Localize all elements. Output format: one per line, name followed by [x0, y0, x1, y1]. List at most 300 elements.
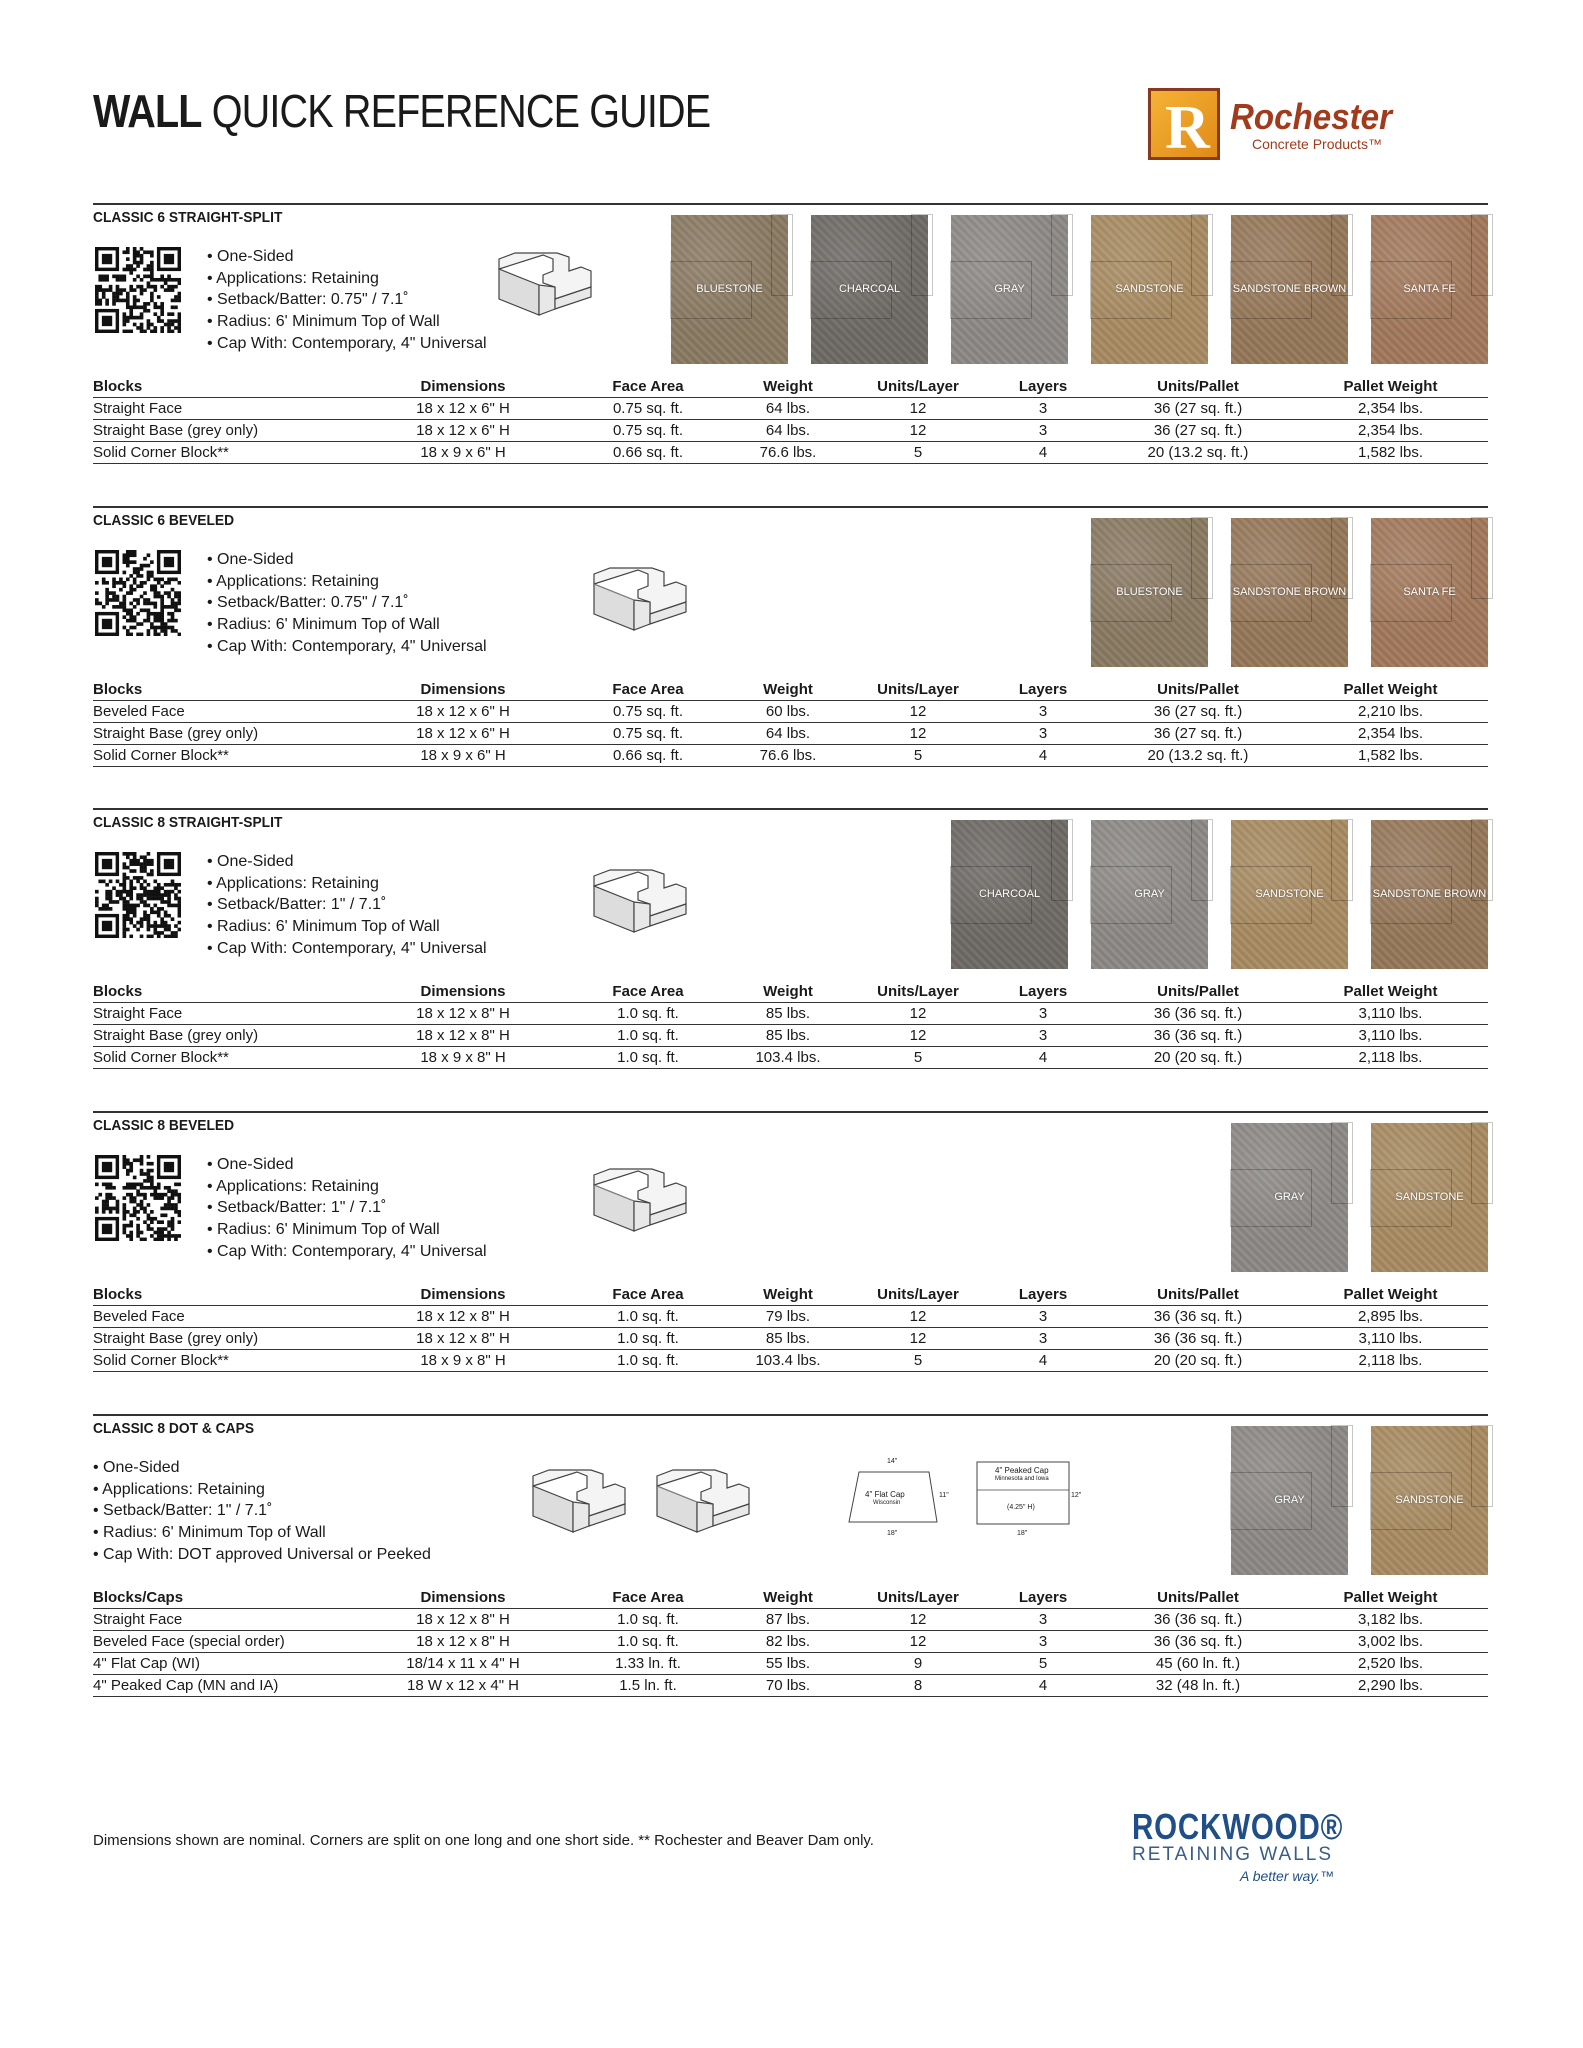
block-illustration-icon: [590, 858, 690, 949]
table-row: [93, 723, 1488, 745]
column-header: Pallet Weight: [1293, 376, 1488, 398]
feature-item: • Setback/Batter: 1" / 7.1˚: [207, 894, 487, 916]
feature-item: • Cap With: Contemporary, 4" Universal: [207, 636, 487, 658]
color-swatch[interactable]: [1091, 820, 1208, 969]
feature-item: • One-Sided: [93, 1457, 431, 1479]
table-cell: 20 (20 sq. ft.): [1103, 1350, 1293, 1372]
feature-item: • Radius: 6' Minimum Top of Wall: [207, 311, 487, 333]
table-cell: Straight Base (grey only): [93, 723, 353, 745]
section-title: CLASSIC 6 STRAIGHT-SPLIT: [93, 209, 283, 226]
feature-item: • Cap With: Contemporary, 4" Universal: [207, 333, 487, 355]
flat-cap-diagram: [841, 1454, 951, 1549]
table-cell: 3,110 lbs.: [1293, 1025, 1488, 1047]
table-cell: 2,520 lbs.: [1293, 1653, 1488, 1675]
table-cell: 4: [983, 1047, 1103, 1069]
table-cell: 45 (60 ln. ft.): [1103, 1653, 1293, 1675]
color-swatch[interactable]: [1091, 215, 1208, 364]
table-cell: 3: [983, 1631, 1103, 1653]
color-swatch[interactable]: [1371, 1123, 1488, 1272]
peaked-cap-height: (4.25" H): [1007, 1504, 1035, 1511]
color-swatch[interactable]: [1371, 518, 1488, 667]
column-header: Pallet Weight: [1293, 679, 1488, 701]
table-cell: 3: [983, 1609, 1103, 1631]
rockwood-tagline: A better way.™: [1240, 1868, 1335, 1884]
title-bold: WALL: [93, 85, 202, 137]
column-header: Units/Layer: [853, 1587, 983, 1609]
column-header: Units/Pallet: [1103, 679, 1293, 701]
table-cell: 5: [853, 745, 983, 767]
table-cell: 18 x 9 x 6" H: [353, 442, 573, 464]
feature-item: • Setback/Batter: 1" / 7.1˚: [93, 1500, 431, 1522]
table-cell: 103.4 lbs.: [723, 1350, 853, 1372]
table-cell: 0.75 sq. ft.: [573, 701, 723, 723]
table-cell: 2,118 lbs.: [1293, 1047, 1488, 1069]
column-header: Weight: [723, 376, 853, 398]
table-cell: 18 W x 12 x 4" H: [353, 1675, 573, 1697]
table-cell: 0.75 sq. ft.: [573, 398, 723, 420]
table-cell: 55 lbs.: [723, 1653, 853, 1675]
table-header-row: [93, 376, 1488, 398]
spec-table: [93, 1284, 1488, 1372]
table-cell: 2,354 lbs.: [1293, 420, 1488, 442]
table-cell: 1,582 lbs.: [1293, 442, 1488, 464]
swatch-label: GRAY: [1274, 1191, 1305, 1203]
table-cell: 36 (36 sq. ft.): [1103, 1025, 1293, 1047]
table-cell: 12: [853, 420, 983, 442]
table-cell: 5: [983, 1653, 1103, 1675]
table-cell: 36 (36 sq. ft.): [1103, 1306, 1293, 1328]
color-swatch[interactable]: [1231, 1426, 1348, 1575]
column-header: Blocks: [93, 376, 353, 398]
peaked-cap-label: 4" Peaked Cap: [995, 1466, 1049, 1475]
column-header: Blocks: [93, 981, 353, 1003]
qr-code-icon[interactable]: [95, 852, 181, 938]
table-cell: 0.66 sq. ft.: [573, 745, 723, 767]
table-cell: 1.0 sq. ft.: [573, 1047, 723, 1069]
table-cell: 36 (36 sq. ft.): [1103, 1609, 1293, 1631]
title-rest: QUICK REFERENCE GUIDE: [201, 85, 711, 137]
table-cell: 18 x 12 x 8" H: [353, 1003, 573, 1025]
table-cell: 3: [983, 701, 1103, 723]
feature-item: • Setback/Batter: 1" / 7.1˚: [207, 1197, 487, 1219]
table-cell: 2,354 lbs.: [1293, 723, 1488, 745]
column-header: Units/Layer: [853, 1284, 983, 1306]
table-row: [93, 1631, 1488, 1653]
qr-code-icon[interactable]: [95, 1155, 181, 1241]
table-cell: 1.0 sq. ft.: [573, 1025, 723, 1047]
table-cell: 4" Flat Cap (WI): [93, 1653, 353, 1675]
table-cell: 85 lbs.: [723, 1003, 853, 1025]
column-header: Dimensions: [353, 1587, 573, 1609]
rochester-logo: [1148, 88, 1408, 168]
table-cell: 36 (27 sq. ft.): [1103, 398, 1293, 420]
table-cell: 5: [853, 1047, 983, 1069]
feature-item: • Cap With: Contemporary, 4" Universal: [207, 938, 487, 960]
table-cell: 3,110 lbs.: [1293, 1328, 1488, 1350]
swatch-label: CHARCOAL: [978, 888, 1041, 900]
table-cell: 20 (13.2 sq. ft.): [1103, 745, 1293, 767]
table-cell: 8: [853, 1675, 983, 1697]
table-cell: 18 x 12 x 8" H: [353, 1631, 573, 1653]
table-cell: 1.0 sq. ft.: [573, 1631, 723, 1653]
logo-sub: Concrete Products™: [1252, 136, 1382, 152]
table-cell: 18 x 12 x 6" H: [353, 701, 573, 723]
table-cell: 0.66 sq. ft.: [573, 442, 723, 464]
column-header: Pallet Weight: [1293, 981, 1488, 1003]
column-header: Layers: [983, 1587, 1103, 1609]
table-cell: 4: [983, 1350, 1103, 1372]
peaked-cap-side-dim: 12": [1071, 1492, 1082, 1499]
table-cell: Straight Face: [93, 1609, 353, 1631]
block-illustration-icon: [529, 1458, 629, 1549]
color-swatch[interactable]: [1091, 518, 1208, 667]
color-swatch[interactable]: [951, 820, 1068, 969]
table-cell: 1.5 ln. ft.: [573, 1675, 723, 1697]
table-cell: 4: [983, 745, 1103, 767]
swatch-label: SANDSTONE BROWN: [1232, 283, 1347, 295]
table-cell: 4: [983, 1675, 1103, 1697]
column-header: Units/Pallet: [1103, 1587, 1293, 1609]
table-cell: 76.6 lbs.: [723, 745, 853, 767]
swatch-label: GRAY: [1274, 1494, 1305, 1506]
table-cell: 18 x 9 x 6" H: [353, 745, 573, 767]
feature-item: • Applications: Retaining: [207, 571, 487, 593]
table-row: [93, 420, 1488, 442]
table-cell: 36 (36 sq. ft.): [1103, 1631, 1293, 1653]
table-cell: 1.0 sq. ft.: [573, 1350, 723, 1372]
block-illustration-icon: [653, 1458, 753, 1549]
table-cell: 12: [853, 1025, 983, 1047]
block-illustration-icon: [495, 241, 595, 332]
table-cell: 2,354 lbs.: [1293, 398, 1488, 420]
table-cell: 2,895 lbs.: [1293, 1306, 1488, 1328]
feature-list: [207, 1154, 487, 1263]
table-cell: Solid Corner Block**: [93, 442, 353, 464]
table-cell: 1,582 lbs.: [1293, 745, 1488, 767]
swatch-label: SANDSTONE BROWN: [1372, 888, 1487, 900]
rockwood-sub: RETAINING WALLS: [1132, 1844, 1334, 1865]
table-cell: 18 x 9 x 8" H: [353, 1047, 573, 1069]
section-rule: [93, 1414, 1488, 1416]
table-cell: 3,110 lbs.: [1293, 1003, 1488, 1025]
table-cell: 3: [983, 420, 1103, 442]
table-row: [93, 1609, 1488, 1631]
table-cell: 32 (48 ln. ft.): [1103, 1675, 1293, 1697]
feature-item: • Setback/Batter: 0.75" / 7.1˚: [207, 592, 487, 614]
table-row: [93, 1675, 1488, 1697]
footnote: Dimensions shown are nominal. Corners are split on one long and one short side. ** Rochester and Beaver Dam only.: [93, 1832, 874, 1849]
table-cell: 9: [853, 1653, 983, 1675]
table-row: [93, 1047, 1488, 1069]
table-cell: 36 (27 sq. ft.): [1103, 701, 1293, 723]
feature-list: [93, 1457, 431, 1566]
section-title: CLASSIC 8 STRAIGHT-SPLIT: [93, 814, 283, 831]
table-header-row: [93, 1587, 1488, 1609]
table-row: [93, 701, 1488, 723]
table-cell: 3: [983, 1025, 1103, 1047]
table-cell: 18 x 12 x 6" H: [353, 420, 573, 442]
table-cell: 0.75 sq. ft.: [573, 420, 723, 442]
table-cell: 3,002 lbs.: [1293, 1631, 1488, 1653]
table-cell: 20 (20 sq. ft.): [1103, 1047, 1293, 1069]
table-cell: 12: [853, 1306, 983, 1328]
table-cell: 2,290 lbs.: [1293, 1675, 1488, 1697]
feature-item: • Applications: Retaining: [207, 268, 487, 290]
table-cell: 1.0 sq. ft.: [573, 1003, 723, 1025]
feature-item: • Cap With: DOT approved Universal or Peeked: [93, 1544, 431, 1566]
column-header: Weight: [723, 1587, 853, 1609]
table-cell: 3: [983, 1003, 1103, 1025]
column-header: Units/Pallet: [1103, 1284, 1293, 1306]
swatch-label: CHARCOAL: [838, 283, 901, 295]
section-title: CLASSIC 6 BEVELED: [93, 512, 235, 529]
table-cell: 36 (36 sq. ft.): [1103, 1003, 1293, 1025]
table-cell: Beveled Face: [93, 701, 353, 723]
peaked-cap-diagram: [969, 1454, 1082, 1549]
table-cell: 87 lbs.: [723, 1609, 853, 1631]
table-row: [93, 1003, 1488, 1025]
section-rule: [93, 1111, 1488, 1113]
block-illustration-icon: [590, 1157, 690, 1248]
column-header: Dimensions: [353, 981, 573, 1003]
swatch-label: GRAY: [1134, 888, 1165, 900]
table-cell: Straight Base (grey only): [93, 420, 353, 442]
feature-item: • Setback/Batter: 0.75" / 7.1˚: [207, 289, 487, 311]
table-cell: Straight Base (grey only): [93, 1328, 353, 1350]
feature-item: • One-Sided: [207, 851, 487, 873]
table-header-row: [93, 1284, 1488, 1306]
column-header: Weight: [723, 679, 853, 701]
feature-list: [207, 246, 487, 355]
column-header: Face Area: [573, 981, 723, 1003]
rockwood-logo: [1128, 1806, 1368, 1886]
table-cell: 82 lbs.: [723, 1631, 853, 1653]
table-cell: 36 (27 sq. ft.): [1103, 420, 1293, 442]
table-cell: 2,118 lbs.: [1293, 1350, 1488, 1372]
feature-item: • Radius: 6' Minimum Top of Wall: [207, 614, 487, 636]
color-swatch[interactable]: [1231, 1123, 1348, 1272]
table-cell: 36 (27 sq. ft.): [1103, 723, 1293, 745]
table-cell: Straight Face: [93, 398, 353, 420]
column-header: Units/Layer: [853, 981, 983, 1003]
table-cell: 12: [853, 1631, 983, 1653]
feature-item: • Radius: 6' Minimum Top of Wall: [93, 1522, 431, 1544]
rockwood-wordmark: ROCKWOOD®: [1132, 1806, 1344, 1847]
table-cell: 1.0 sq. ft.: [573, 1609, 723, 1631]
table-cell: 20 (13.2 sq. ft.): [1103, 442, 1293, 464]
color-swatch[interactable]: [1231, 820, 1348, 969]
feature-item: • One-Sided: [207, 246, 487, 268]
table-cell: 18 x 12 x 8" H: [353, 1025, 573, 1047]
table-cell: 64 lbs.: [723, 398, 853, 420]
swatch-label: BLUESTONE: [1116, 586, 1183, 598]
column-header: Blocks: [93, 679, 353, 701]
section-title: CLASSIC 8 DOT & CAPS: [93, 1420, 255, 1437]
table-cell: 85 lbs.: [723, 1328, 853, 1350]
table-cell: 12: [853, 1609, 983, 1631]
page-title: [93, 84, 710, 138]
table-cell: Beveled Face (special order): [93, 1631, 353, 1653]
table-cell: 0.75 sq. ft.: [573, 723, 723, 745]
table-cell: 5: [853, 442, 983, 464]
table-cell: 36 (36 sq. ft.): [1103, 1328, 1293, 1350]
column-header: Dimensions: [353, 376, 573, 398]
section-rule: [93, 506, 1488, 508]
table-cell: 64 lbs.: [723, 723, 853, 745]
table-cell: 18 x 9 x 8" H: [353, 1350, 573, 1372]
swatch-label: SANDSTONE: [1395, 1494, 1464, 1506]
color-swatch[interactable]: [1371, 820, 1488, 969]
table-cell: 1.33 ln. ft.: [573, 1653, 723, 1675]
table-cell: 70 lbs.: [723, 1675, 853, 1697]
color-swatch[interactable]: [811, 215, 928, 364]
section-rule: [93, 203, 1488, 205]
column-header: Face Area: [573, 679, 723, 701]
column-header: Dimensions: [353, 679, 573, 701]
table-row: [93, 745, 1488, 767]
flat-cap-side-dim: 11": [939, 1492, 949, 1499]
spec-table: [93, 376, 1488, 464]
column-header: Layers: [983, 376, 1103, 398]
column-header: Face Area: [573, 1284, 723, 1306]
table-cell: 12: [853, 723, 983, 745]
table-cell: 1.0 sq. ft.: [573, 1306, 723, 1328]
table-cell: 18 x 12 x 6" H: [353, 398, 573, 420]
table-row: [93, 1653, 1488, 1675]
logo-name: Rochester: [1230, 96, 1392, 137]
feature-item: • Cap With: Contemporary, 4" Universal: [207, 1241, 487, 1263]
table-cell: 18/14 x 11 x 4" H: [353, 1653, 573, 1675]
feature-item: • Applications: Retaining: [207, 873, 487, 895]
table-cell: 85 lbs.: [723, 1025, 853, 1047]
spec-table: [93, 981, 1488, 1069]
swatch-label: SANTA FE: [1403, 586, 1456, 598]
table-cell: 103.4 lbs.: [723, 1047, 853, 1069]
table-cell: 3: [983, 1306, 1103, 1328]
table-row: [93, 1306, 1488, 1328]
table-cell: 18 x 12 x 6" H: [353, 723, 573, 745]
color-swatch[interactable]: [1231, 518, 1348, 667]
table-cell: Solid Corner Block**: [93, 1350, 353, 1372]
column-header: Weight: [723, 1284, 853, 1306]
table-cell: Beveled Face: [93, 1306, 353, 1328]
feature-list: [207, 549, 487, 658]
swatch-label: SANDSTONE BROWN: [1232, 586, 1347, 598]
table-cell: 60 lbs.: [723, 701, 853, 723]
table-cell: Straight Base (grey only): [93, 1025, 353, 1047]
feature-item: • Applications: Retaining: [207, 1176, 487, 1198]
spec-table: [93, 679, 1488, 767]
table-cell: 1.0 sq. ft.: [573, 1328, 723, 1350]
table-cell: 3,182 lbs.: [1293, 1609, 1488, 1631]
column-header: Units/Layer: [853, 376, 983, 398]
table-cell: Solid Corner Block**: [93, 745, 353, 767]
column-header: Layers: [983, 1284, 1103, 1306]
feature-item: • One-Sided: [207, 549, 487, 571]
flat-cap-sub: Wisconsin: [873, 1500, 901, 1506]
column-header: Blocks: [93, 1284, 353, 1306]
column-header: Units/Pallet: [1103, 376, 1293, 398]
qr-code-icon[interactable]: [95, 247, 181, 333]
table-cell: 12: [853, 398, 983, 420]
table-cell: 5: [853, 1350, 983, 1372]
feature-item: • Applications: Retaining: [93, 1479, 431, 1501]
flat-cap-label: 4" Flat Cap: [865, 1490, 905, 1499]
column-header: Face Area: [573, 1587, 723, 1609]
table-cell: 4: [983, 442, 1103, 464]
swatch-label: SANDSTONE: [1255, 888, 1324, 900]
column-header: Pallet Weight: [1293, 1284, 1488, 1306]
color-swatch[interactable]: [1231, 215, 1348, 364]
table-cell: 3: [983, 723, 1103, 745]
column-header: Layers: [983, 981, 1103, 1003]
feature-item: • Radius: 6' Minimum Top of Wall: [207, 1219, 487, 1241]
table-cell: 18 x 12 x 8" H: [353, 1609, 573, 1631]
swatch-label: GRAY: [994, 283, 1025, 295]
column-header: Dimensions: [353, 1284, 573, 1306]
flat-cap-bottom-dim: 18": [887, 1530, 898, 1537]
spec-table: [93, 1587, 1488, 1697]
table-row: [93, 1328, 1488, 1350]
column-header: Blocks/Caps: [93, 1587, 353, 1609]
color-swatch[interactable]: [1371, 215, 1488, 364]
table-cell: 3: [983, 1328, 1103, 1350]
table-row: [93, 1350, 1488, 1372]
swatch-label: SANTA FE: [1403, 283, 1456, 295]
section-rule: [93, 808, 1488, 810]
peaked-cap-sub: Minnesota and Iowa: [995, 1476, 1049, 1482]
table-row: [93, 398, 1488, 420]
swatch-label: BLUESTONE: [696, 283, 763, 295]
table-cell: 18 x 12 x 8" H: [353, 1328, 573, 1350]
color-swatch[interactable]: [1371, 1426, 1488, 1575]
feature-list: [207, 851, 487, 960]
column-header: Weight: [723, 981, 853, 1003]
column-header: Face Area: [573, 376, 723, 398]
color-swatch[interactable]: [951, 215, 1068, 364]
table-cell: Straight Face: [93, 1003, 353, 1025]
column-header: Pallet Weight: [1293, 1587, 1488, 1609]
feature-item: • Radius: 6' Minimum Top of Wall: [207, 916, 487, 938]
swatch-label: SANDSTONE: [1115, 283, 1184, 295]
table-cell: 4" Peaked Cap (MN and IA): [93, 1675, 353, 1697]
logo-mark: [1148, 88, 1220, 160]
table-cell: 76.6 lbs.: [723, 442, 853, 464]
table-cell: Solid Corner Block**: [93, 1047, 353, 1069]
table-cell: 18 x 12 x 8" H: [353, 1306, 573, 1328]
peaked-cap-bottom-dim: 18": [1017, 1530, 1028, 1537]
table-cell: 64 lbs.: [723, 420, 853, 442]
table-cell: 12: [853, 701, 983, 723]
column-header: Units/Pallet: [1103, 981, 1293, 1003]
column-header: Units/Layer: [853, 679, 983, 701]
table-header-row: [93, 679, 1488, 701]
color-swatch[interactable]: [671, 215, 788, 364]
block-illustration-icon: [590, 556, 690, 647]
feature-item: • One-Sided: [207, 1154, 487, 1176]
table-cell: 12: [853, 1003, 983, 1025]
table-header-row: [93, 981, 1488, 1003]
section-title: CLASSIC 8 BEVELED: [93, 1117, 235, 1134]
flat-cap-top-dim: 14": [887, 1458, 898, 1465]
logo-mark-letter: R: [1165, 94, 1210, 162]
table-cell: 2,210 lbs.: [1293, 701, 1488, 723]
table-cell: 12: [853, 1328, 983, 1350]
table-cell: 3: [983, 398, 1103, 420]
table-cell: 79 lbs.: [723, 1306, 853, 1328]
qr-code-icon[interactable]: [95, 550, 181, 636]
table-row: [93, 442, 1488, 464]
